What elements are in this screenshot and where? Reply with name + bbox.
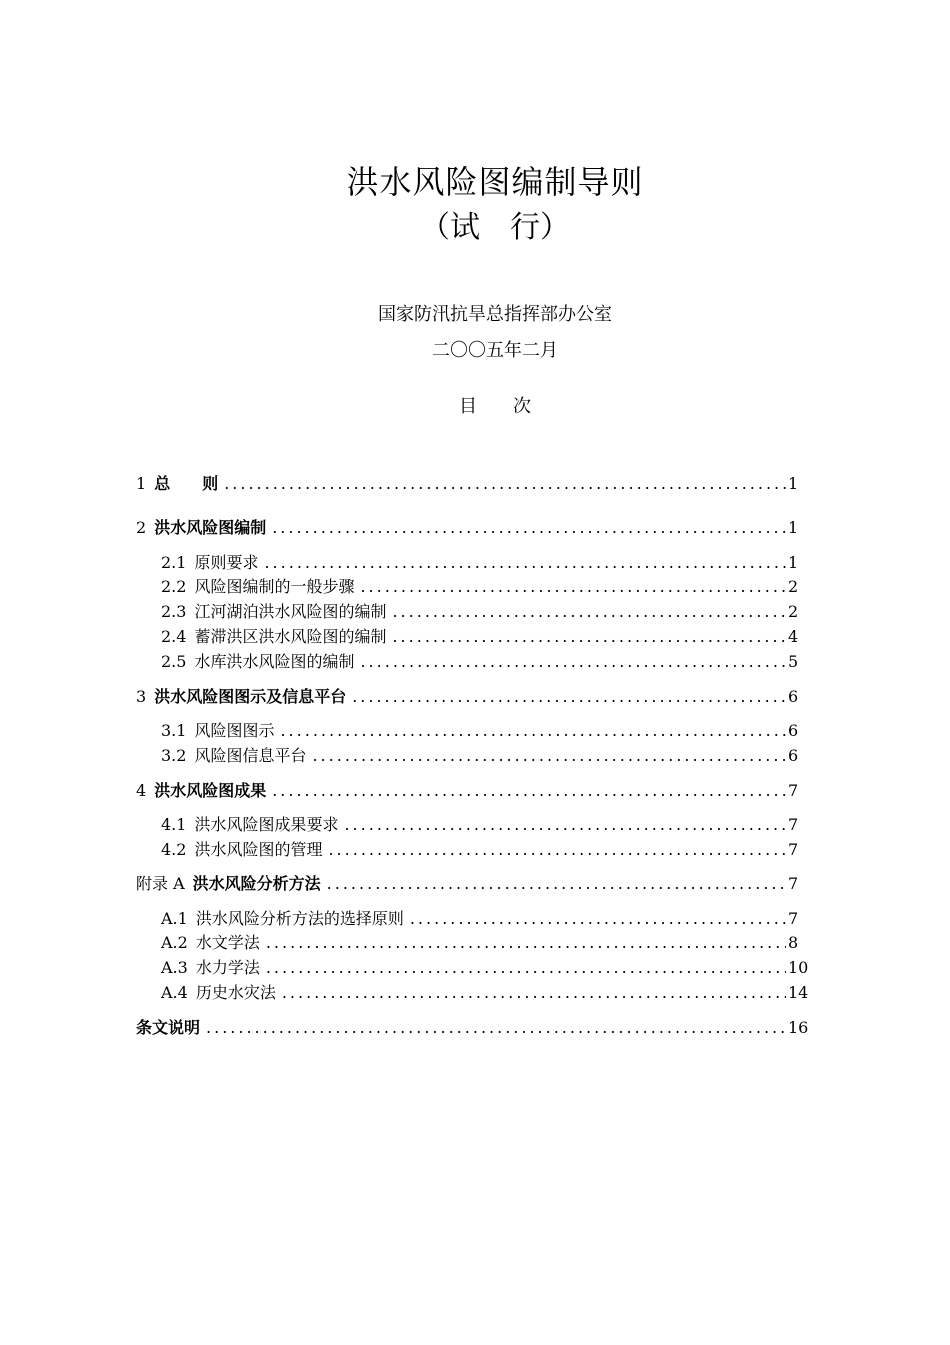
toc-entry-page: 7	[788, 815, 799, 834]
toc-entry-page: 2	[788, 602, 799, 621]
toc-entry-page: 1	[788, 553, 799, 572]
toc-entry-page: 8	[788, 933, 799, 952]
issue-date: 二〇〇五年二月	[432, 340, 558, 361]
toc-entry-number: 3	[136, 687, 147, 706]
toc-entry-label: 风险图信息平台	[194, 746, 307, 765]
toc-entry-label: 条文说明	[136, 1018, 201, 1037]
toc-entry-number: 4.2	[161, 840, 187, 859]
toc-entry-label: 洪水风险图成果要求	[194, 815, 339, 834]
toc-entry-number: 2.2	[161, 577, 187, 596]
toc-entry-number: 3.1	[161, 721, 187, 740]
toc-entry-number: 4	[136, 781, 147, 800]
toc-entry-number: A.3	[161, 958, 188, 977]
toc-leader-dots	[392, 625, 786, 649]
toc-entry-label: 水力学法	[195, 958, 260, 977]
toc-entry-label: 风险图图示	[194, 721, 275, 740]
toc-entry-label: 洪水风险分析方法	[192, 874, 321, 893]
toc-entry-number: 2.5	[161, 652, 187, 671]
toc-entry-page: 1	[788, 474, 799, 493]
toc-entry[interactable]	[136, 872, 798, 896]
toc-entry-label: 洪水风险图的管理	[194, 840, 323, 859]
toc-entry[interactable]	[161, 956, 809, 980]
toc-entry-page: 7	[788, 874, 799, 893]
issuing-organization: 国家防汛抗旱总指挥部办公室	[378, 304, 612, 325]
toc-entry-page: 16	[788, 1018, 809, 1037]
toc-leader-dots	[280, 719, 786, 743]
toc-leader-dots	[328, 838, 786, 862]
toc-entry-number: 1	[136, 474, 147, 493]
toc-entry[interactable]	[161, 744, 798, 768]
toc-entry-number: A.2	[161, 933, 188, 952]
toc-entry-label: 总 则	[154, 474, 219, 493]
toc-leader-dots	[312, 744, 786, 768]
toc-entry[interactable]	[161, 600, 798, 624]
toc-entry[interactable]	[161, 981, 809, 1005]
toc-entry-page: 7	[788, 840, 799, 859]
toc-entry[interactable]	[161, 719, 798, 743]
toc-leader-dots	[410, 907, 786, 931]
toc-entry-page: 7	[788, 909, 799, 928]
toc-entry-number: 2.1	[161, 553, 187, 572]
toc-entry[interactable]	[161, 551, 798, 575]
toc-leader-dots	[272, 779, 786, 803]
toc-leader-dots	[392, 600, 786, 624]
toc-leader-dots	[272, 516, 786, 540]
toc-entry[interactable]	[161, 625, 798, 649]
toc-leader-dots	[224, 472, 786, 496]
toc-entry-label: 江河湖泊洪水风险图的编制	[194, 602, 387, 621]
toc-entry-number: 3.2	[161, 746, 187, 765]
toc-entry[interactable]	[136, 685, 798, 709]
toc-entry[interactable]	[161, 575, 798, 599]
toc-entry[interactable]	[136, 1016, 809, 1040]
toc-leader-dots	[352, 685, 786, 709]
toc-leader-dots	[344, 813, 786, 837]
toc-entry[interactable]	[161, 907, 798, 931]
toc-entry-number: 附录 A	[136, 874, 185, 893]
toc-entry-label: 洪水风险分析方法的选择原则	[195, 909, 404, 928]
toc-entry-label: 洪水风险图图示及信息平台	[154, 687, 347, 706]
toc-leader-dots	[360, 650, 786, 674]
toc-entry-page: 6	[788, 687, 799, 706]
toc-entry-number: 2.3	[161, 602, 187, 621]
toc-entry-label: 水库洪水风险图的编制	[194, 652, 355, 671]
document-title: 洪水风险图编制导则	[346, 163, 644, 201]
toc-entry-page: 6	[788, 746, 799, 765]
document-subtitle: （试 行）	[420, 210, 570, 245]
toc-entry-label: 蓄滞洪区洪水风险图的编制	[194, 627, 387, 646]
toc-entry-page: 5	[788, 652, 799, 671]
toc-entry[interactable]	[136, 516, 798, 540]
toc-entry[interactable]	[136, 472, 798, 496]
toc-entry-number: A.4	[161, 983, 188, 1002]
toc-entry[interactable]	[161, 813, 798, 837]
toc-entry-number: 2.4	[161, 627, 187, 646]
toc-entry-page: 7	[788, 781, 799, 800]
toc-leader-dots	[264, 551, 786, 575]
toc-entry-page: 4	[788, 627, 799, 646]
toc-heading: 目 次	[459, 396, 531, 417]
toc-entry-label: 洪水风险图编制	[154, 518, 267, 537]
toc-entry-page: 10	[788, 958, 809, 977]
toc-leader-dots	[282, 981, 786, 1005]
toc-entry-number: 4.1	[161, 815, 187, 834]
toc-entry-label: 风险图编制的一般步骤	[194, 577, 355, 596]
toc-entry-page: 1	[788, 518, 799, 537]
toc-entry-page: 14	[788, 983, 809, 1002]
toc-entry-page: 2	[788, 577, 799, 596]
toc-leader-dots	[206, 1016, 786, 1040]
toc-entry-number: 2	[136, 518, 147, 537]
toc-entry[interactable]	[161, 838, 798, 862]
toc-entry[interactable]	[161, 931, 798, 955]
toc-entry-label: 洪水风险图成果	[154, 781, 267, 800]
toc-entry[interactable]	[136, 779, 798, 803]
toc-leader-dots	[327, 872, 786, 896]
toc-leader-dots	[360, 575, 786, 599]
toc-entry-label: 原则要求	[194, 553, 259, 572]
toc-leader-dots	[266, 931, 786, 955]
toc-entry-label: 历史水灾法	[195, 983, 276, 1002]
toc-entry-page: 6	[788, 721, 799, 740]
toc-leader-dots	[266, 956, 786, 980]
toc-entry-number: A.1	[161, 909, 188, 928]
toc-entry-label: 水文学法	[195, 933, 260, 952]
toc-entry[interactable]	[161, 650, 798, 674]
